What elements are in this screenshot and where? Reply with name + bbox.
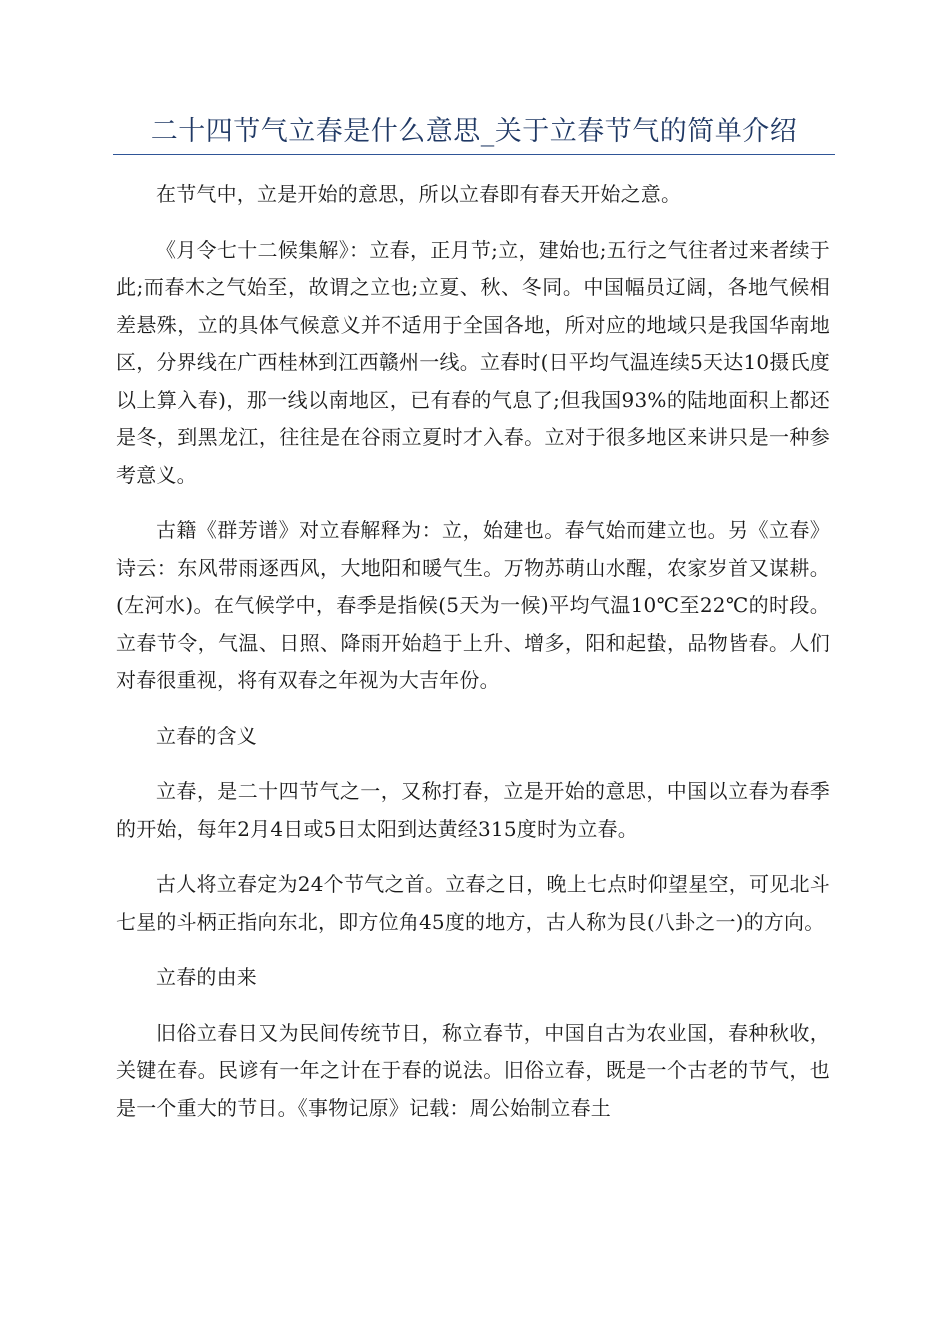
paragraph-first-solar-term: 古人将立春定为24个节气之首。立春之日，晚上七点时仰望星空，可见北斗七星的斗柄正指向东北，即方位角45度的地方，古人称为艮(八卦之一)的方向。 [116, 872, 830, 934]
paragraph-intro: 在节气中，立是开始的意思，所以立春即有春天开始之意。 [156, 182, 682, 206]
document-title: 二十四节气立春是什么意思_关于立春节气的简单介绍 [150, 116, 798, 147]
paragraph-yueling: 《月令七十二候集解》：立春，正月节;立，建始也;五行之气往者过来者续于此;而春木之气始至，故谓之立也;立夏、秋、冬同。中国幅员辽阔，各地气候相差悬殊，立的具体气候意义并不适用于全国各地，所对应的地域只是我国华南地区，分界线在广西桂林到江西赣州一线。立春时(日平均气温连续5天达10摄氏度以上算入春)，那一线以南地区，已有春的气息了;但我国93%的陆地面积上都还是冬，到黑龙江，往往是在谷雨立夏时才入春。立对于很多地区来讲只是一种参考意义。 [116, 237, 830, 487]
title-underline [113, 154, 835, 155]
paragraph-meaning: 立春，是二十四节气之一，又称打春，立是开始的意思，中国以立春为春季的开始，每年2月4日或5日太阳到达黄经315度时为立春。 [116, 779, 830, 841]
paragraph-qunfangpu: 古籍《群芳谱》对立春解释为：立，始建也。春气始而建立也。另《立春》诗云：东风带雨逐西风，大地阳和暖气生。万物苏萌山水醒，农家岁首又谋耕。(左河水)。在气候学中，春季是指候(5天为一候)平均气温10℃至22℃的时段。立春节令，气温、日照、降雨开始趋于上升、增多，阳和起蛰，品物皆春。人们对春很重视，将有双春之年视为大吉年份。 [116, 518, 830, 692]
paragraph-origin: 旧俗立春日又为民间传统节日，称立春节，中国自古为农业国，春种秋收，关键在春。民谚有一年之计在于春的说法。旧俗立春，既是一个古老的节气，也是一个重大的节日。《事物记原》记载：周公始制立春土 [116, 1020, 830, 1120]
document-body [116, 176, 830, 1145]
section-heading-origin: 立春的由来 [156, 965, 257, 989]
section-heading-meaning: 立春的含义 [156, 723, 257, 748]
